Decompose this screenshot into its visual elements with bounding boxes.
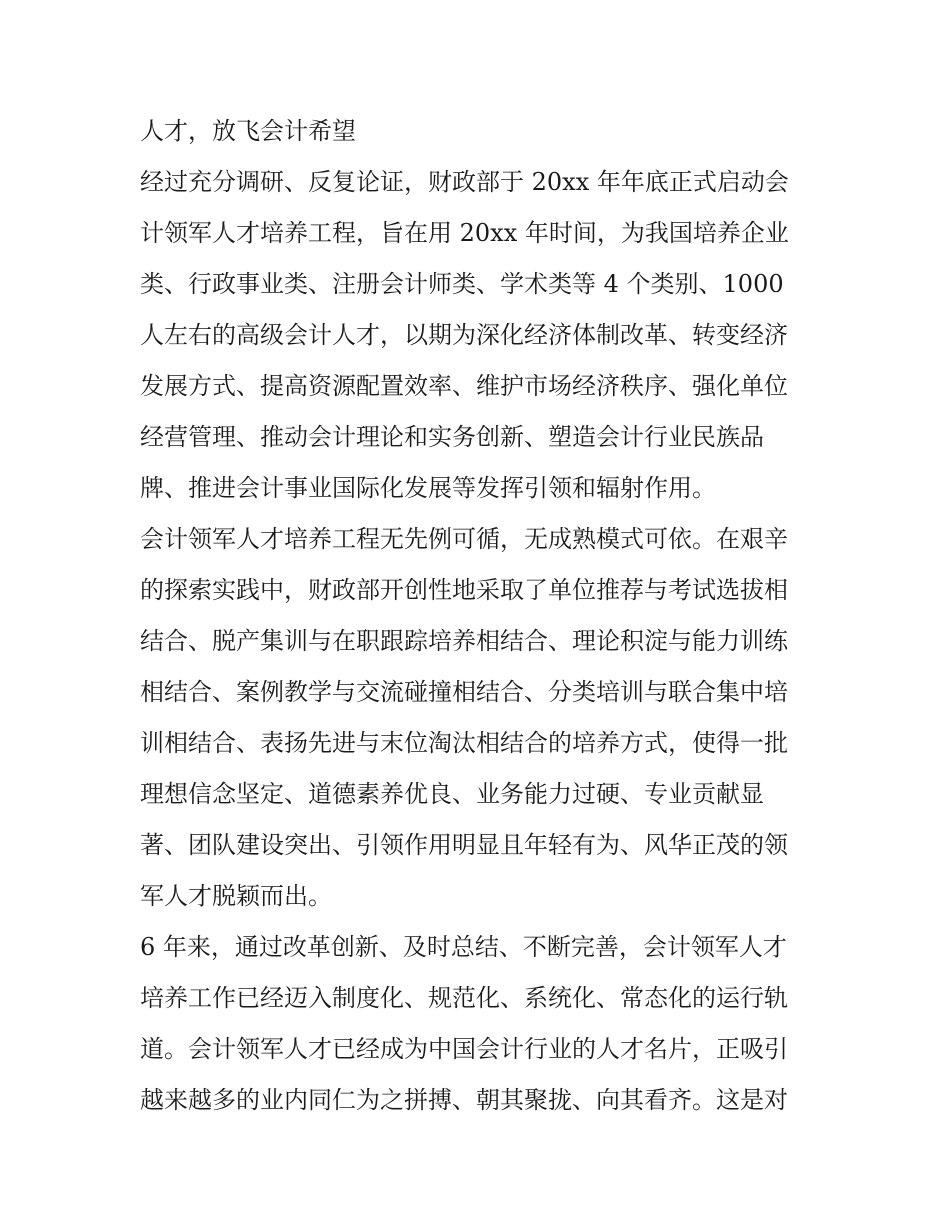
text-line: 牌、推进会计事业国际化发展等发挥引领和辐射作用。: [140, 474, 716, 502]
text-line: 军人才脱颖而出。: [140, 882, 332, 910]
text-line: 类、行政事业类、注册会计师类、学术类等 4 个类别、1000: [140, 270, 784, 298]
text-line: 人才，放飞会计希望: [140, 117, 356, 145]
text-line: 发展方式、提高资源配置效率、维护市场经济秩序、强化单位: [140, 372, 788, 400]
text-line: 会计领军人才培养工程无先例可循，无成熟模式可依。在艰辛: [140, 525, 788, 553]
text-line: 理想信念坚定、道德素养优良、业务能力过硬、专业贡献显: [140, 780, 764, 808]
text-line: 相结合、案例教学与交流碰撞相结合、分类培训与联合集中培: [140, 678, 788, 706]
text-line: 结合、脱产集训与在职跟踪培养相结合、理论积淀与能力训练: [140, 627, 788, 655]
text-line: 训相结合、表扬先进与末位淘汰相结合的培养方式，使得一批: [140, 729, 788, 757]
text-line: 著、团队建设突出、引领作用明显且年轻有为、风华正茂的领: [140, 831, 788, 859]
text-line: 道。会计领军人才已经成为中国会计行业的人才名片，正吸引: [140, 1035, 788, 1063]
text-line: 的探索实践中，财政部开创性地采取了单位推荐与考试选拔相: [140, 576, 788, 604]
text-line: 培养工作已经迈入制度化、规范化、系统化、常态化的运行轨: [140, 984, 788, 1012]
document-body: [140, 106, 820, 1126]
text-line: 6 年来，通过改革创新、及时总结、不断完善，会计领军人才: [140, 933, 787, 961]
text-line: 人左右的高级会计人才，以期为深化经济体制改革、转变经济: [140, 321, 788, 349]
text-line: 经过充分调研、反复论证，财政部于 20xx 年年底正式启动会: [140, 168, 789, 196]
text-line: 经营管理、推动会计理论和实务创新、塑造会计行业民族品: [140, 423, 764, 451]
text-line: 越来越多的业内同仁为之拼搏、朝其聚拢、向其看齐。这是对: [140, 1086, 788, 1114]
text-line: 计领军人才培养工程，旨在用 20xx 年时间，为我国培养企业: [140, 219, 789, 247]
